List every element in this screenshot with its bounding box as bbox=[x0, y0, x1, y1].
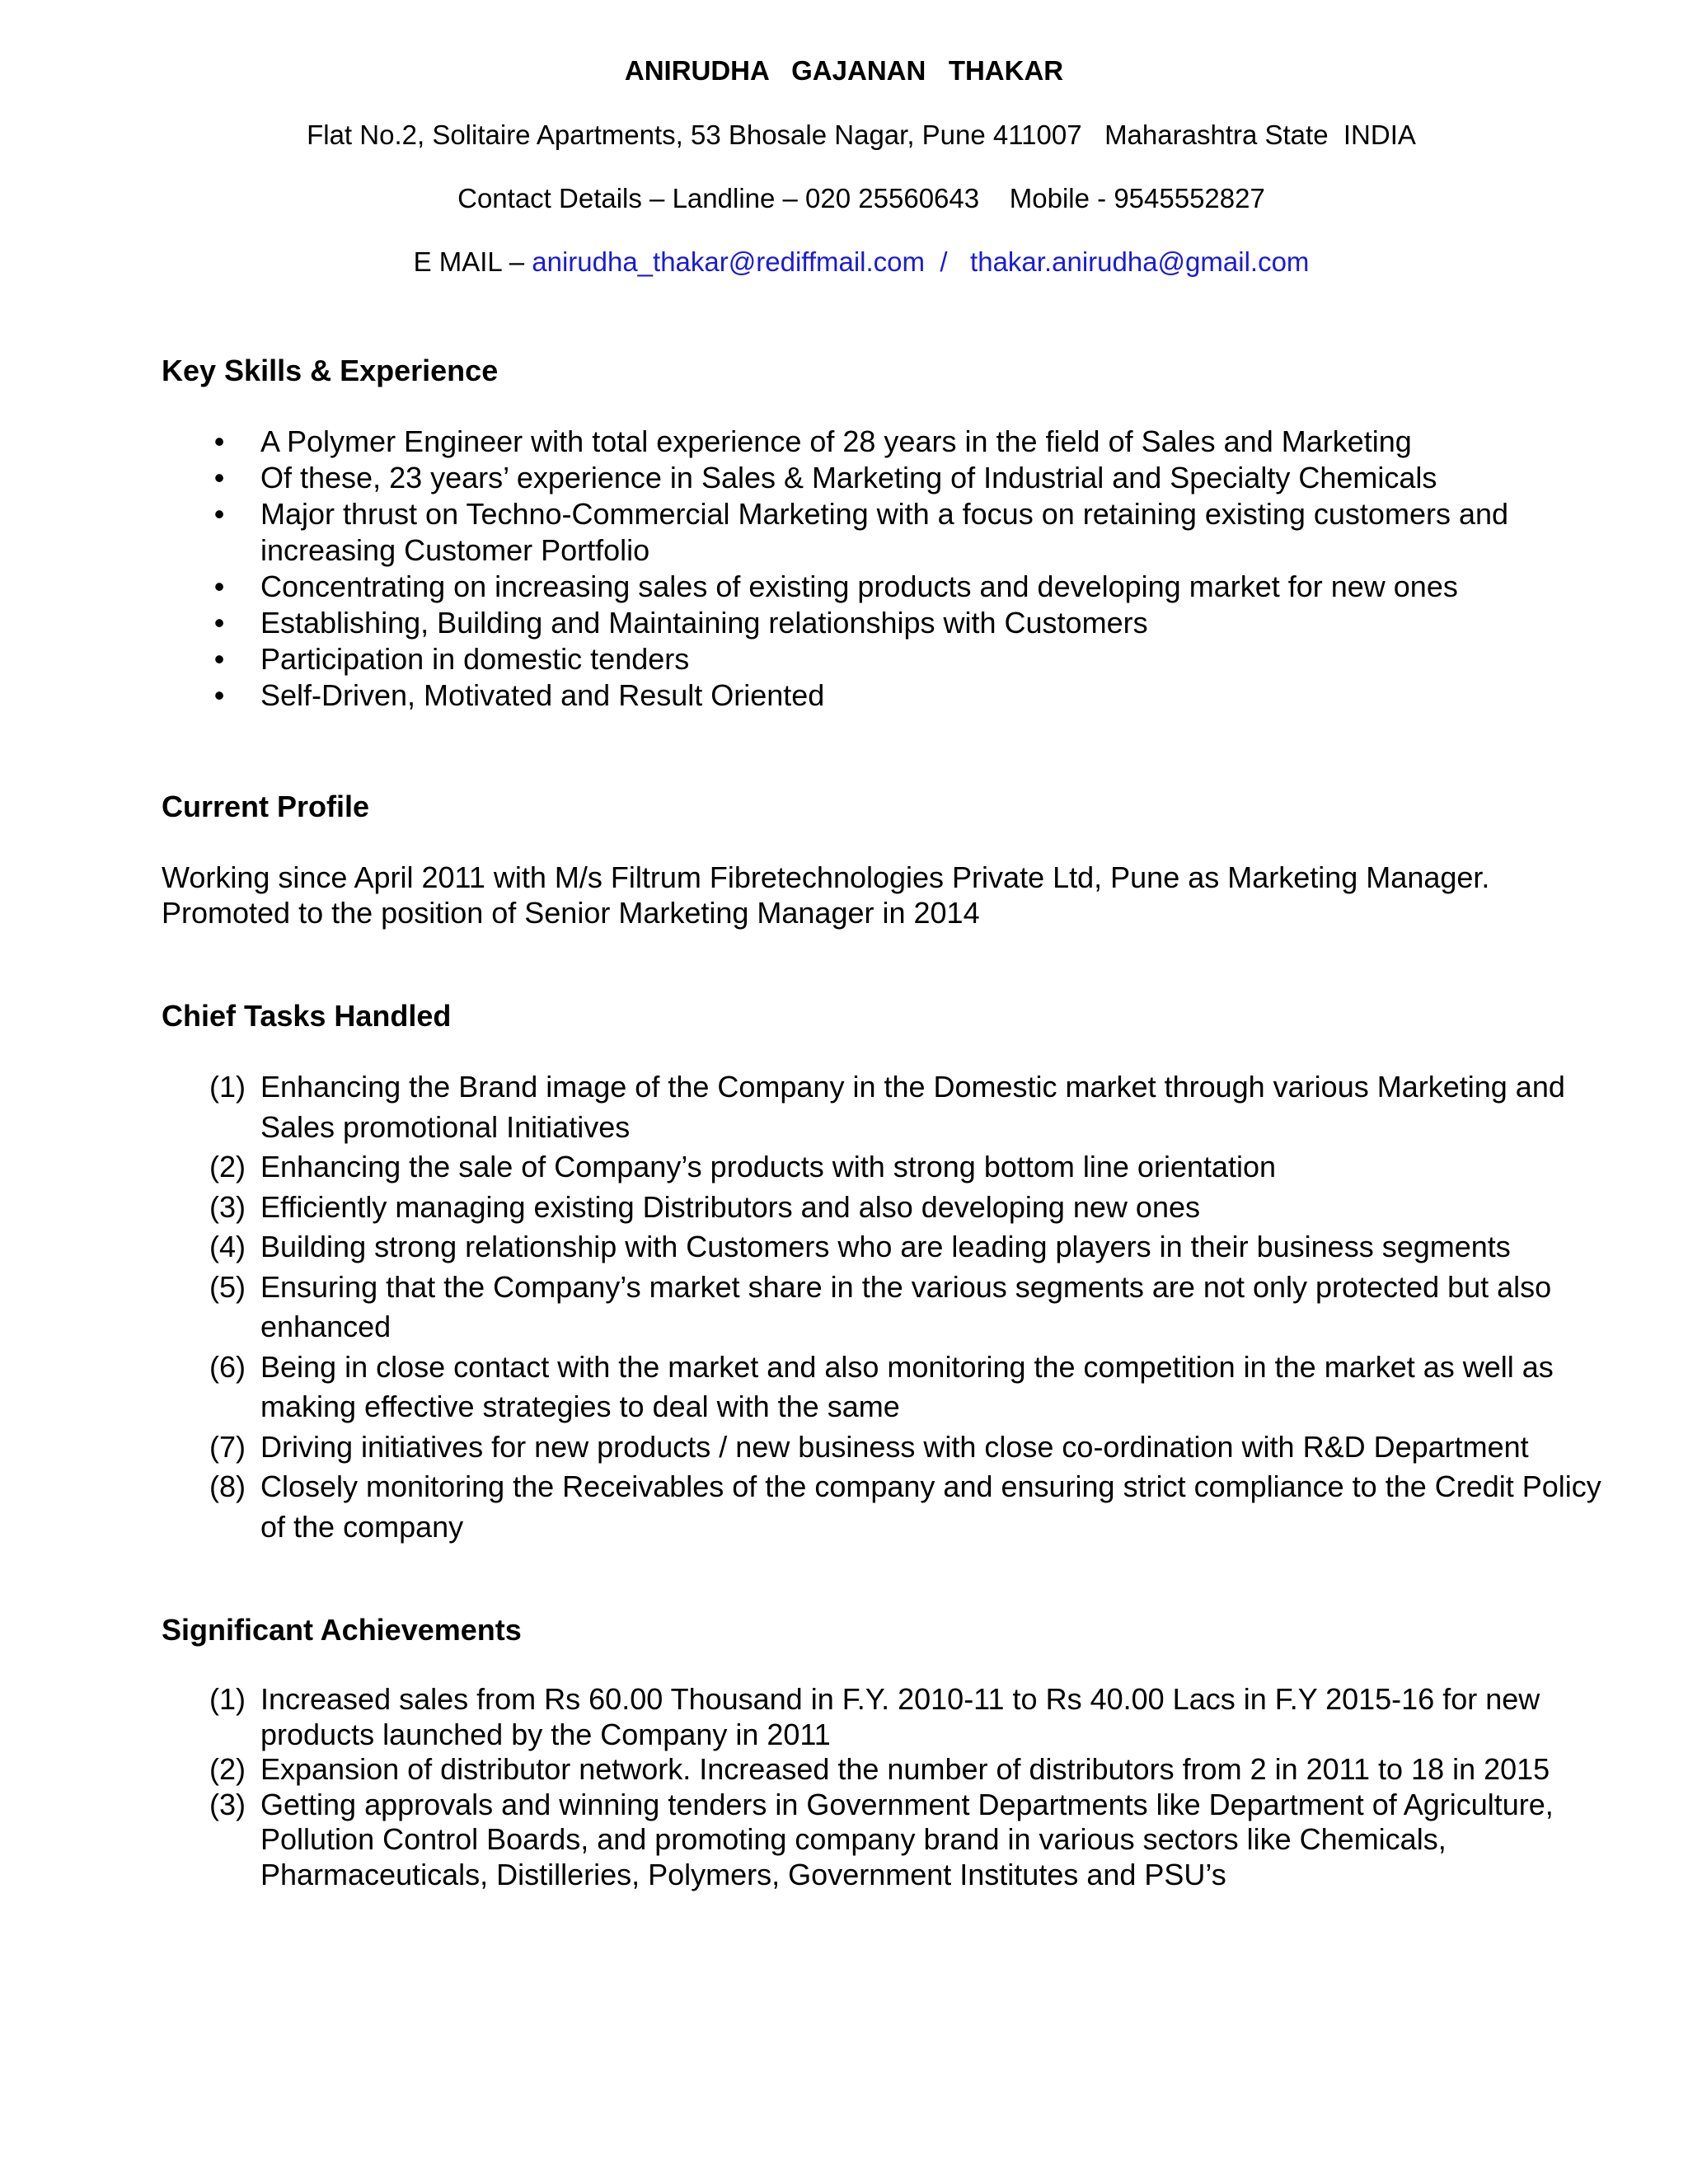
list-item-text: Establishing, Building and Maintaining relationships with Customers bbox=[260, 606, 1148, 640]
list-item-text: A Polymer Engineer with total experience of 28 years in the field of Sales and Marketing bbox=[260, 424, 1412, 458]
list-number: (2) bbox=[209, 1752, 246, 1786]
bullet-icon: • bbox=[213, 569, 225, 603]
list-item bbox=[211, 569, 1596, 605]
list-number: (3) bbox=[209, 1189, 246, 1224]
list-item bbox=[209, 1147, 1611, 1188]
achievements-list bbox=[209, 1682, 1611, 1892]
list-item bbox=[211, 677, 1596, 714]
list-item-text: Closely monitoring the Receivables of the company and ensuring strict compliance to the Credit Policy of the company bbox=[260, 1469, 1601, 1544]
list-number: (1) bbox=[209, 1682, 246, 1716]
contact-line: Contact Details – Landline – 020 25560643 Mobile - 9545552827 bbox=[457, 183, 1265, 213]
list-number: (8) bbox=[209, 1469, 246, 1503]
list-item bbox=[209, 1067, 1611, 1147]
list-item bbox=[209, 1682, 1611, 1752]
list-number: (4) bbox=[209, 1230, 246, 1263]
bullet-icon: • bbox=[213, 642, 225, 676]
list-item bbox=[209, 1347, 1611, 1427]
email-label: E MAIL – bbox=[413, 246, 532, 277]
chief-tasks-list bbox=[209, 1067, 1611, 1547]
email-line bbox=[0, 244, 1688, 280]
list-item bbox=[209, 1467, 1611, 1547]
list-number: (2) bbox=[209, 1150, 246, 1183]
list-item-text: Ensuring that the Company’s market share in the various segments are not only protected but also enhanced bbox=[260, 1269, 1552, 1343]
list-item bbox=[211, 460, 1596, 496]
list-number: (6) bbox=[209, 1349, 246, 1384]
list-number: (7) bbox=[209, 1429, 246, 1464]
address-line: Flat No.2, Solitaire Apartments, 53 Bhosale Nagar, Pune 411007 Maharashtra State INDIA bbox=[307, 120, 1416, 150]
list-item bbox=[211, 605, 1596, 641]
list-item bbox=[209, 1188, 1611, 1228]
bullet-icon: • bbox=[213, 678, 225, 712]
email-link-primary[interactable]: anirudha_thakar@rediffmail.com bbox=[532, 246, 926, 277]
bullet-icon: • bbox=[213, 461, 225, 494]
list-item-text: Getting approvals and winning tenders in Government Departments like Department of Agriculture, Pollution Control Boards, and promoting company brand in various sectors like Chemicals, Pharmaceuticals, Distilleries, Polymers, Government Institutes and PSU’s bbox=[260, 1787, 1554, 1891]
list-item-text: Expansion of distributor network. Increased the number of distributors from 2 in 2011 to 18 in 2015 bbox=[260, 1752, 1550, 1786]
list-item-text: Concentrating on increasing sales of existing products and developing market for new ones bbox=[260, 569, 1458, 603]
current-profile-line-2: Promoted to the position of Senior Marketing Manager in 2014 bbox=[162, 896, 980, 930]
list-item bbox=[211, 641, 1596, 677]
list-item-text: Enhancing the Brand image of the Company in the Domestic market through various Marketing and Sales promotional Initiatives bbox=[260, 1070, 1565, 1144]
list-item-text: Of these, 23 years’ experience in Sales & Marketing of Industrial and Specialty Chemicals bbox=[260, 461, 1437, 494]
chief-tasks-heading: Chief Tasks Handled bbox=[162, 999, 452, 1033]
bullet-icon: • bbox=[213, 424, 225, 458]
list-item bbox=[209, 1268, 1611, 1347]
list-number: (1) bbox=[209, 1070, 246, 1104]
email-separator: / bbox=[925, 246, 971, 277]
list-item bbox=[209, 1227, 1611, 1268]
list-item-text: Building strong relationship with Customers who are leading players in their business segments bbox=[260, 1230, 1511, 1263]
candidate-name: ANIRUDHA GAJANAN THAKAR bbox=[624, 55, 1064, 86]
list-item bbox=[209, 1427, 1611, 1468]
list-item-text: Efficiently managing existing Distributors and also developing new ones bbox=[260, 1189, 1200, 1224]
list-number: (5) bbox=[209, 1269, 246, 1304]
list-item-text: Major thrust on Techno-Commercial Marketing with a focus on retaining existing customers and increasing Customer Portfolio bbox=[260, 497, 1509, 567]
list-item-text: Increased sales from Rs 60.00 Thousand in F.Y. 2010-11 to Rs 40.00 Lacs in F.Y 2015-16 for new products launched by the Company in 2011 bbox=[260, 1682, 1540, 1751]
current-profile-line-1: Working since April 2011 with M/s Filtrum Fibretechnologies Private Ltd, Pune as Marketing Manager. bbox=[162, 860, 1490, 894]
list-item-text: Self-Driven, Motivated and Result Oriented bbox=[260, 678, 825, 712]
list-item bbox=[209, 1788, 1611, 1893]
list-item-text: Enhancing the sale of Company’s products with strong bottom line orientation bbox=[260, 1150, 1277, 1183]
list-item bbox=[209, 1752, 1611, 1788]
key-skills-list bbox=[211, 424, 1596, 714]
bullet-icon: • bbox=[213, 497, 225, 531]
list-item-text: Driving initiatives for new products / new business with close co-ordination with R&D Department bbox=[260, 1429, 1529, 1464]
achievements-heading: Significant Achievements bbox=[162, 1613, 522, 1647]
list-number: (3) bbox=[209, 1787, 246, 1821]
email-link-secondary[interactable]: thakar.anirudha@gmail.com bbox=[970, 246, 1310, 277]
key-skills-heading: Key Skills & Experience bbox=[162, 354, 499, 387]
list-item bbox=[211, 496, 1596, 569]
list-item-text: Participation in domestic tenders bbox=[260, 642, 690, 676]
list-item bbox=[211, 424, 1596, 460]
current-profile-heading: Current Profile bbox=[162, 790, 370, 823]
list-item-text: Being in close contact with the market and also monitoring the competition in the market as well as making effective strategies to deal with the same bbox=[260, 1349, 1554, 1423]
bullet-icon: • bbox=[213, 606, 225, 640]
